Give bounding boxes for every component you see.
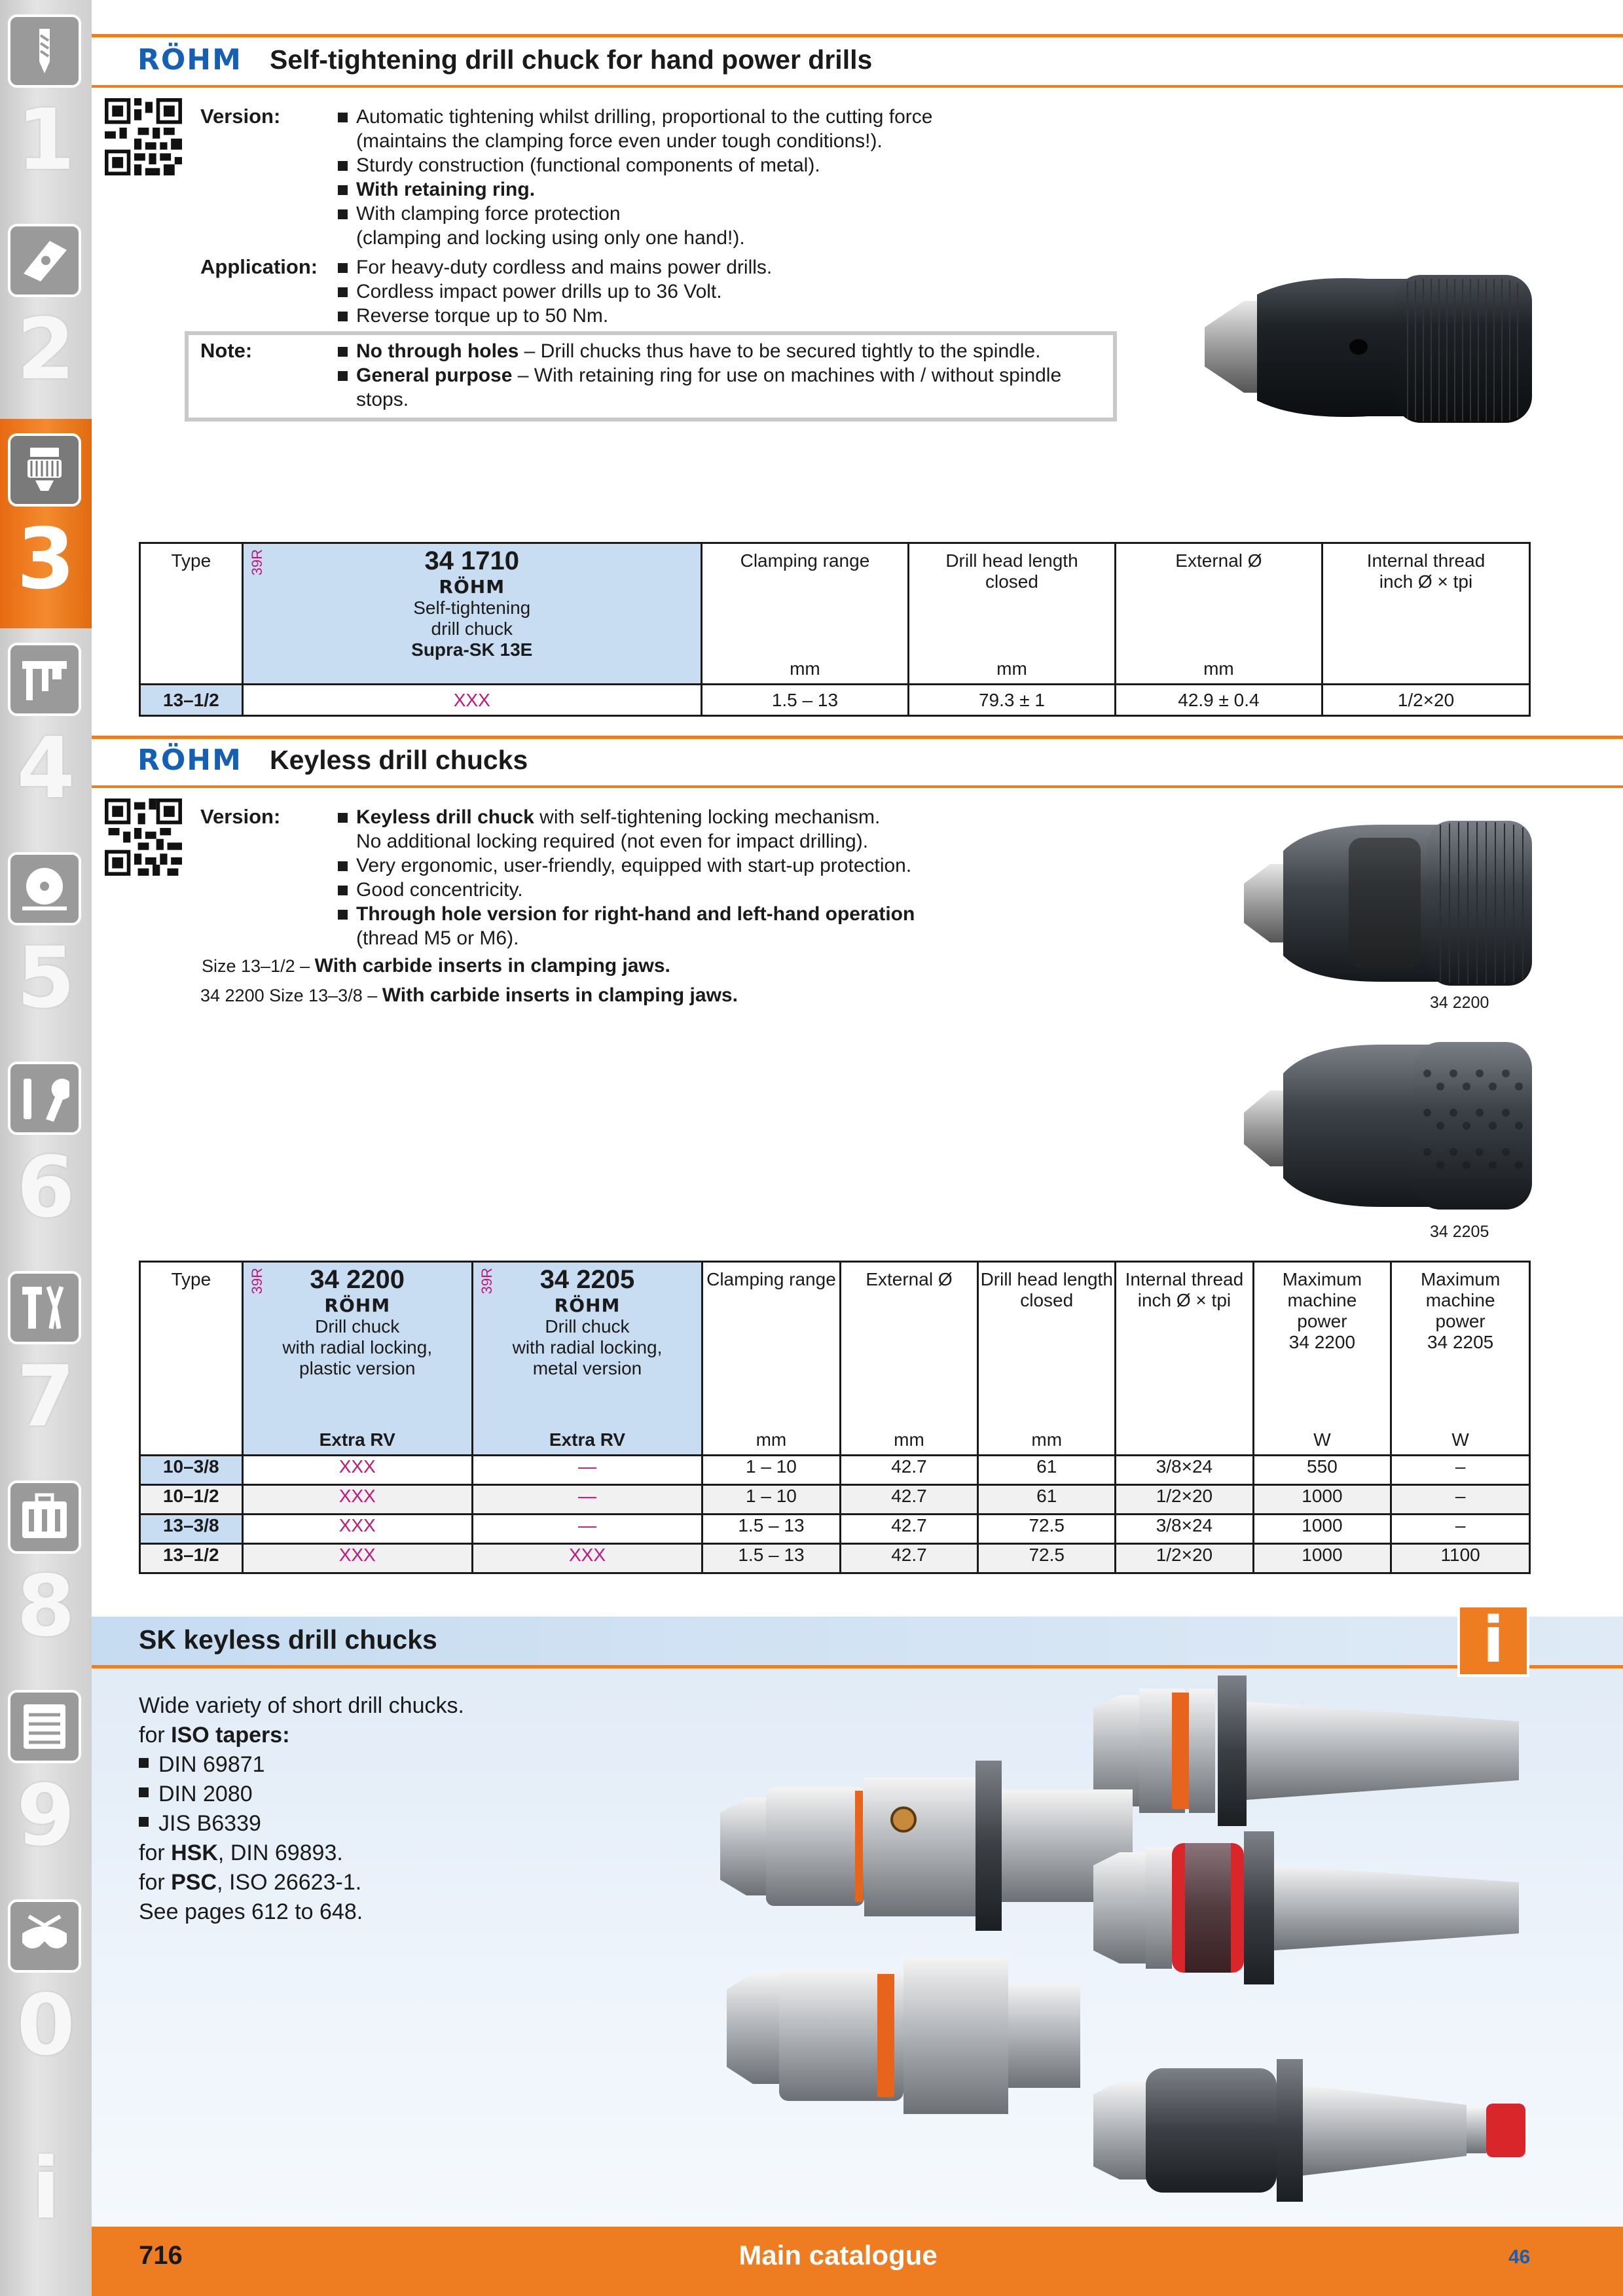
- article-desc: with radial locking,: [512, 1337, 663, 1357]
- chapter-number: 3: [16, 511, 75, 608]
- chapter-number: 8: [16, 1558, 75, 1655]
- chapter-tab-5[interactable]: [0, 838, 92, 1047]
- list-item: [338, 805, 1156, 829]
- header-max-power-342200: Maximum machine power 34 2200 W: [1253, 1262, 1391, 1456]
- header-type: Type: [140, 543, 243, 685]
- chapter-number: 1: [16, 92, 75, 189]
- roehm-logo: RÖHM: [324, 1295, 391, 1316]
- max-power-342205: 1100: [1391, 1544, 1530, 1573]
- wrench-icon: [8, 1062, 81, 1135]
- application-list: [338, 255, 1123, 328]
- article-model: Extra RV: [319, 1429, 395, 1450]
- clamping-range: 1.5 – 13: [702, 1515, 841, 1544]
- table-row: [140, 1485, 1530, 1515]
- order-code: 39R: [478, 1268, 495, 1295]
- chapter-tab-7[interactable]: [0, 1257, 92, 1466]
- chapter-number: 6: [16, 1139, 75, 1236]
- version-label: Version:: [200, 805, 281, 828]
- section-title: Keyless drill chucks: [270, 745, 528, 775]
- max-power-342200: 550: [1253, 1456, 1391, 1485]
- caliper-icon: [8, 643, 81, 716]
- article-desc: Drill chuck: [315, 1316, 400, 1336]
- drill-head-length: 61: [978, 1456, 1116, 1485]
- size-note-2: 34 2200 Size 13–3/8 – With carbide inserts in clamping jaws.: [200, 984, 738, 1006]
- table-row: [140, 685, 1530, 716]
- section-title: SK keyless drill chucks: [139, 1624, 437, 1655]
- list-item-continuation: (maintains the clamping force even under tough conditions!).: [356, 130, 883, 152]
- list-item: Sturdy construction (functional components of metal).: [338, 153, 1123, 177]
- external-diameter: 42.7: [840, 1515, 977, 1544]
- article-model: Supra-SK 13E: [411, 639, 533, 660]
- table-row: [140, 1544, 1530, 1573]
- external-diameter: 42.9 ± 0.4: [1115, 685, 1322, 716]
- photo-caption: 34 2205: [1430, 1223, 1489, 1241]
- section-underline: [92, 85, 1623, 88]
- chapter-number: 7: [16, 1348, 75, 1446]
- roehm-logo: RÖHM: [439, 576, 505, 598]
- article-desc: with radial locking,: [282, 1337, 433, 1357]
- clamping-range: 1 – 10: [702, 1485, 841, 1515]
- page-number: 716: [139, 2241, 183, 2270]
- list-item: Reverse torque up to 50 Nm.: [338, 304, 1123, 328]
- unit-mm: mm: [756, 1429, 787, 1450]
- clamping-range: 1.5 – 13: [702, 1544, 841, 1573]
- order-code: 39R: [248, 549, 265, 576]
- chapter-tab-1[interactable]: [0, 0, 92, 209]
- note-label: Note:: [200, 339, 253, 362]
- note-text: – With retaining ring for use on machines with / without spindle: [512, 365, 1062, 386]
- drill-head-length: 61: [978, 1485, 1116, 1515]
- unit-watt: W: [1313, 1429, 1331, 1450]
- header-article: [242, 543, 701, 685]
- unit-mm: mm: [790, 658, 820, 679]
- drill-head-length: 79.3 ± 1: [909, 685, 1116, 716]
- sk-line: for PSC, ISO 26623-1.: [139, 1870, 362, 1895]
- max-power-342200: 1000: [1253, 1515, 1391, 1544]
- pliers-icon: [8, 1271, 81, 1344]
- row-type: 13–1/2: [140, 685, 243, 716]
- chapter-tab-6[interactable]: [0, 1047, 92, 1257]
- article-number: 34 2200: [310, 1265, 405, 1294]
- header-type: Type: [140, 1262, 243, 1456]
- spec-table-341710: [139, 542, 1531, 717]
- internal-thread: 1/2×20: [1116, 1544, 1253, 1573]
- version-label: Version:: [200, 105, 281, 128]
- product-photo-342200: [1231, 812, 1539, 995]
- header-external-diameter: External Ø mm: [840, 1262, 977, 1456]
- article-number: 34 1710: [424, 547, 520, 575]
- product-photo-supra-sk: [1178, 249, 1545, 452]
- header-drill-head-length: Drill head length closed mm: [978, 1262, 1116, 1456]
- header-clamping-range: Clamping range mm: [701, 543, 908, 685]
- list-item: JIS B6339: [139, 1809, 464, 1839]
- product-photo-sk-chucks: [714, 1676, 1558, 2219]
- list-item: DIN 69871: [139, 1750, 464, 1780]
- sk-line: for HSK, DIN 69893.: [139, 1840, 343, 1865]
- row-type: 10–3/8: [140, 1456, 243, 1485]
- chapter-number: 4: [16, 720, 75, 817]
- unit-mm: mm: [894, 1429, 924, 1450]
- article-number: 34 2205: [539, 1265, 635, 1294]
- header-drill-head-length: Drill head length closed mm: [909, 543, 1116, 685]
- grinding-disc-icon: [8, 852, 81, 925]
- article-desc: metal version: [532, 1358, 642, 1378]
- chapter-tab-3[interactable]: [0, 419, 92, 628]
- chapter-tab-9[interactable]: [0, 1676, 92, 1885]
- row-type: 13–3/8: [140, 1515, 243, 1544]
- clamping-range: 1.5 – 13: [701, 685, 908, 716]
- qr-code-icon[interactable]: [105, 98, 182, 175]
- qr-code-icon[interactable]: [105, 798, 182, 876]
- unit-mm: mm: [1031, 1429, 1063, 1450]
- list-item: Very ergonomic, user-friendly, equipped with start-up protection.: [338, 853, 1156, 878]
- chapter-tab-0[interactable]: [0, 1885, 92, 2094]
- info-icon: i: [1457, 1605, 1529, 1677]
- max-power-342205: –: [1391, 1485, 1530, 1515]
- chapter-tab-2[interactable]: [0, 209, 92, 419]
- drill-bit-icon: [8, 14, 81, 88]
- header-internal-thread: Internal thread inch Ø × tpi: [1116, 1262, 1253, 1456]
- table-row: [140, 1515, 1530, 1544]
- unit-mm: mm: [996, 658, 1027, 679]
- table-row: [140, 1456, 1530, 1485]
- header-article-342200: [242, 1262, 472, 1456]
- list-item: [338, 339, 1104, 363]
- availability-342205: —: [472, 1456, 702, 1485]
- internal-thread: 1/2×20: [1116, 1485, 1253, 1515]
- header-max-power-342205: Maximum machine power 34 2205 W: [1391, 1262, 1530, 1456]
- external-diameter: 42.7: [840, 1485, 977, 1515]
- unit-watt: W: [1451, 1429, 1469, 1450]
- chapter-tab-info[interactable]: [0, 2094, 92, 2296]
- note-list: [338, 339, 1104, 412]
- max-power-342200: 1000: [1253, 1485, 1391, 1515]
- availability-342200[interactable]: XXX: [242, 1456, 472, 1485]
- row-type: 10–1/2: [140, 1485, 243, 1515]
- workshop-cabinet-icon: [8, 1690, 81, 1763]
- external-diameter: 42.7: [840, 1544, 977, 1573]
- article-desc: drill chuck: [431, 619, 513, 639]
- drill-head-length: 72.5: [978, 1544, 1116, 1573]
- application-label: Application:: [200, 255, 318, 278]
- feature-text: with self-tightening locking mechanism.: [534, 806, 881, 828]
- info-icon: i: [31, 2140, 60, 2238]
- page-reference[interactable]: See pages 612 to 648.: [139, 1899, 363, 1924]
- article-model: Extra RV: [549, 1429, 626, 1450]
- cutting-insert-icon: [8, 224, 81, 297]
- sk-line: Wide variety of short drill chucks.: [139, 1693, 464, 1718]
- list-item-continuation: No additional locking required (not even for impact drilling).: [356, 831, 869, 852]
- sk-description: [139, 1691, 464, 1927]
- order-code: 39R: [248, 1268, 265, 1295]
- catalogue-number: 46: [1508, 2246, 1531, 2268]
- chapter-number: 0: [16, 1977, 75, 2074]
- list-item: Automatic tightening whilst drilling, proportional to the cutting force: [338, 105, 1123, 129]
- list-item: Good concentricity.: [338, 878, 1156, 902]
- chapter-tab-4[interactable]: [0, 628, 92, 838]
- availability-342205: —: [472, 1515, 702, 1544]
- header-external-diameter: External Ø mm: [1115, 543, 1322, 685]
- roehm-logo: RÖHM: [137, 43, 242, 77]
- availability-342205: —: [472, 1485, 702, 1515]
- header-clamping-range: Clamping range mm: [702, 1262, 841, 1456]
- version-list: [338, 805, 1156, 950]
- section-title: Self-tightening drill chuck for hand power drills: [270, 45, 873, 75]
- article-desc: Drill chuck: [545, 1316, 630, 1336]
- availability-342205[interactable]: XXX: [472, 1544, 702, 1573]
- internal-thread: 3/8×24: [1116, 1515, 1253, 1544]
- list-item-continuation: (thread M5 or M6).: [356, 927, 519, 949]
- section-divider: [92, 34, 1623, 37]
- max-power-342200: 1000: [1253, 1544, 1391, 1573]
- chapter-number: 2: [16, 301, 75, 399]
- chapter-number: 5: [16, 929, 75, 1027]
- list-item: Cordless impact power drills up to 36 Volt.: [338, 279, 1123, 304]
- list-item: With clamping force protection: [338, 202, 1123, 226]
- clamping-range: 1 – 10: [702, 1456, 841, 1485]
- photo-caption: 34 2200: [1430, 994, 1489, 1012]
- drill-chuck-icon: [8, 433, 81, 507]
- list-item: For heavy-duty cordless and mains power drills.: [338, 255, 1123, 279]
- list-item-continuation: (clamping and locking using only one hand!).: [356, 227, 745, 249]
- max-power-342205: –: [1391, 1456, 1530, 1485]
- roehm-logo: RÖHM: [554, 1295, 621, 1316]
- article-desc: plastic version: [299, 1358, 416, 1378]
- note-bold: General purpose: [356, 365, 513, 386]
- version-list: [338, 105, 1123, 250]
- section-divider: [92, 736, 1623, 739]
- product-photo-342205: [1231, 1034, 1539, 1217]
- availability-342200[interactable]: XXX: [242, 1485, 472, 1515]
- list-item-continuation: stops.: [356, 389, 409, 410]
- header-article-342205: [472, 1262, 702, 1456]
- chapter-number: 9: [16, 1767, 75, 1865]
- note-bold: No through holes: [356, 340, 519, 362]
- footer-title: Main catalogue: [739, 2240, 938, 2270]
- internal-thread: 1/2×20: [1322, 685, 1529, 716]
- list-item: [338, 363, 1104, 387]
- chapter-tab-8[interactable]: [0, 1466, 92, 1676]
- size-note-1: Size 13–1/2 – With carbide inserts in clamping jaws.: [202, 955, 670, 977]
- row-type: 13–1/2: [140, 1544, 243, 1573]
- spec-table-keyless: [139, 1261, 1531, 1574]
- chapter-sidebar: [0, 0, 92, 2296]
- list-item: Through hole version for right-hand and left-hand operation: [338, 902, 1156, 926]
- header-internal-thread: Internal thread inch Ø × tpi: [1322, 543, 1529, 685]
- availability-342200[interactable]: XXX: [242, 1515, 472, 1544]
- internal-thread: 3/8×24: [1116, 1456, 1253, 1485]
- toolbox-icon: [8, 1480, 81, 1554]
- section-underline: [92, 785, 1623, 788]
- unit-mm: mm: [1203, 658, 1234, 679]
- max-power-342205: –: [1391, 1515, 1530, 1544]
- safety-glasses-icon: [8, 1899, 81, 1973]
- drill-head-length: 72.5: [978, 1515, 1116, 1544]
- note-text: – Drill chucks thus have to be secured tightly to the spindle.: [519, 340, 1041, 362]
- roehm-logo: RÖHM: [137, 744, 242, 777]
- list-item: With retaining ring.: [338, 177, 1123, 202]
- availability-342200[interactable]: XXX: [242, 1544, 472, 1573]
- article-desc: Self-tightening: [413, 598, 531, 618]
- availability[interactable]: XXX: [242, 685, 701, 716]
- sk-line: for ISO tapers:: [139, 1723, 290, 1748]
- feature-bold: Keyless drill chuck: [356, 806, 534, 828]
- external-diameter: 42.7: [840, 1456, 977, 1485]
- list-item: DIN 2080: [139, 1780, 464, 1809]
